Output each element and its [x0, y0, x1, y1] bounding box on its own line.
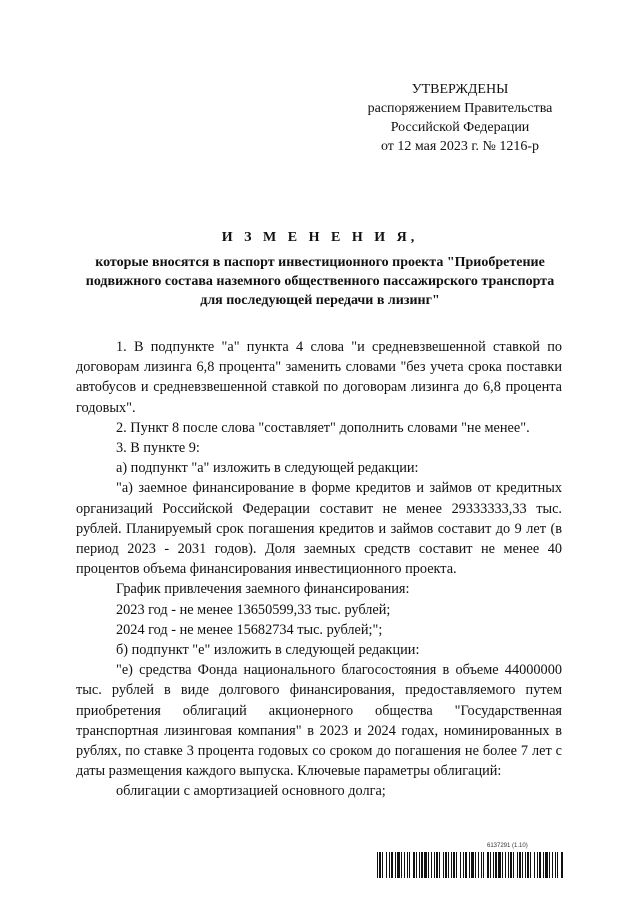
paragraph-7: 2023 год - не менее 13650599,33 тыс. рублей; — [116, 601, 391, 618]
paragraph-6: График привлечения заемного финансирования: — [116, 581, 410, 598]
approval-block — [340, 80, 580, 156]
paragraph-11: облигации с амортизацией основного долга; — [116, 783, 386, 800]
paragraph-9: б) подпункт "е" изложить в следующей редакции: — [116, 642, 420, 659]
paragraph-2: 2. Пункт 8 после слова "составляет" дополнить словами "не менее". — [116, 419, 530, 436]
title-subtitle: которые вносятся в паспорт инвестиционного проекта "Приобретение подвижного состава наземного общественного пассажирского транспорта для последующей передачи в лизинг" — [85, 255, 555, 308]
paragraph-4: а) подпункт "а" изложить в следующей редакции: — [116, 460, 419, 477]
paragraph-3: 3. В пункте 9: — [116, 440, 200, 457]
barcode-icon — [377, 852, 563, 878]
paragraph-8: 2024 год - не менее 15682734 тыс. рублей;"; — [116, 621, 383, 638]
approval-line-3: Российской Федерации — [390, 120, 530, 135]
title-heading: И З М Е Н Е Н И Я, — [221, 230, 419, 245]
approval-line-2: распоряжением Правительства — [367, 101, 553, 116]
paragraph-5: "а) заемное финансирование в форме кредитов и займов от кредитных организаций Российской Федерации составит не менее 29333333,33 тыс. рублей. Планируемый срок погашения кредитов и займов составит до 9 лет (в период 2023 - 2031 годов). Доля заемных средств составит не менее 40 процентов объема финансирования инвестиционного проекта. — [76, 480, 562, 578]
approval-line-4: от 12 мая 2023 г. № 1216-р — [380, 139, 540, 154]
document-body — [76, 337, 562, 802]
paragraph-10: "е) средства Фонда национального благосостояния в объеме 44000000 тыс. рублей в виде долгового финансирования, предоставляемого путем приобретения облигаций акционерного общества "Государственная транспортная лизинговая компания" в 2023 и 2024 годах, номинированных в рублях, по ставке 3 процента годовых со сроком до погашения не более 7 лет с даты размещения каждого выпуска. Ключевые параметры облигаций: — [76, 662, 562, 780]
document-code: 6137291 (1.10) — [487, 843, 528, 849]
paragraph-1: 1. В подпункте "а" пункта 4 слова "и средневзвешенной ставкой по договорам лизинга 6,8 процента" заменить словами "без учета срока поставки автобусов и средневзвешенной ставкой по договорам лизинга до 6,8 процента годовых". — [76, 339, 562, 416]
approval-line-1: УТВЕРЖДЕНЫ — [411, 82, 509, 97]
document-title — [80, 229, 560, 310]
